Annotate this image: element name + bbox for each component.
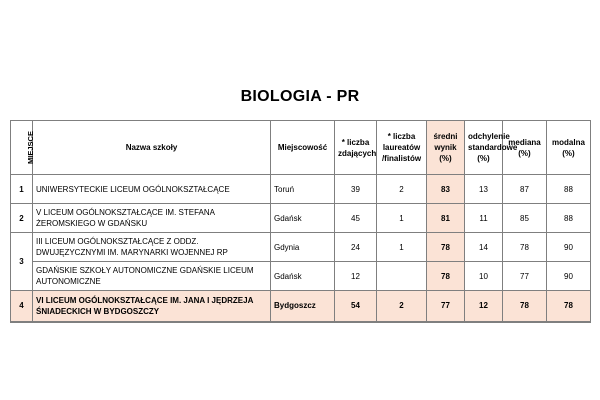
row-school: VI LICEUM OGÓLNOKSZTAŁCĄCE IM. JANA I JĘDRZEJA ŚNIADECKICH W BYDGOSZCZY [33, 291, 271, 322]
table-row-highlighted [11, 291, 591, 322]
row-city: Toruń [271, 175, 335, 204]
row-count: 24 [335, 233, 377, 262]
row-median: 78 [503, 233, 547, 262]
row-laureates: 2 [377, 175, 427, 204]
header-rank: MIEJSCE [11, 121, 33, 175]
row-school: GDAŃSKIE SZKOŁY AUTONOMICZNE GDAŃSKIE LICEUM AUTONOMICZNE [33, 262, 271, 291]
table-row [11, 204, 591, 233]
row-city: Gdańsk [271, 204, 335, 233]
row-mode: 90 [547, 262, 591, 291]
row-mode: 88 [547, 204, 591, 233]
row-school: UNIWERSYTECKIE LICEUM OGÓLNOKSZTAŁCĄCE [33, 175, 271, 204]
row-median: 78 [503, 291, 547, 322]
row-count: 54 [335, 291, 377, 322]
row-mode: 88 [547, 175, 591, 204]
row-rank: 2 [11, 204, 33, 233]
row-rank: 3 [11, 233, 33, 291]
row-median: 87 [503, 175, 547, 204]
row-laureates: 1 [377, 204, 427, 233]
row-laureates: 1 [377, 233, 427, 262]
row-rank: 4 [11, 291, 33, 322]
row-laureates [377, 262, 427, 291]
row-std: 14 [465, 233, 503, 262]
row-school: V LICEUM OGÓLNOKSZTAŁCĄCE IM. STEFANA ŻEROMSKIEGO W GDAŃSKU [33, 204, 271, 233]
table-row [11, 262, 591, 291]
row-avg: 78 [427, 262, 465, 291]
row-school: III LICEUM OGÓLNOKSZTAŁCĄCE Z ODDZ. DWUJĘZYCZNYMI IM. MARYNARKI WOJENNEJ RP [33, 233, 271, 262]
header-median: mediana (%) [503, 121, 547, 175]
row-mode: 78 [547, 291, 591, 322]
header-row [11, 121, 591, 175]
row-city: Gdynia [271, 233, 335, 262]
table-row [11, 175, 591, 204]
row-city: Bydgoszcz [271, 291, 335, 322]
header-count: * liczba zdających [335, 121, 377, 175]
row-avg: 81 [427, 204, 465, 233]
row-count: 39 [335, 175, 377, 204]
header-school: Nazwa szkoły [33, 121, 271, 175]
row-std: 13 [465, 175, 503, 204]
row-median: 85 [503, 204, 547, 233]
row-std: 12 [465, 291, 503, 322]
page-title: BIOLOGIA - PR [240, 88, 360, 105]
header-mode: modalna (%) [547, 121, 591, 175]
row-city: Gdańsk [271, 262, 335, 291]
row-laureates: 2 [377, 291, 427, 322]
row-median: 77 [503, 262, 547, 291]
row-std: 11 [465, 204, 503, 233]
results-table [10, 120, 591, 323]
header-std: odchylenie standardowe (%) [465, 121, 503, 175]
row-avg: 78 [427, 233, 465, 262]
header-laureates: * liczba laureatów /finalistów [377, 121, 427, 175]
header-avg: średni wynik (%) [427, 121, 465, 175]
row-count: 12 [335, 262, 377, 291]
row-avg: 83 [427, 175, 465, 204]
row-std: 10 [465, 262, 503, 291]
row-count: 45 [335, 204, 377, 233]
row-mode: 90 [547, 233, 591, 262]
table-row [11, 233, 591, 262]
header-city: Miejscowość [271, 121, 335, 175]
row-rank: 1 [11, 175, 33, 204]
row-avg: 77 [427, 291, 465, 322]
